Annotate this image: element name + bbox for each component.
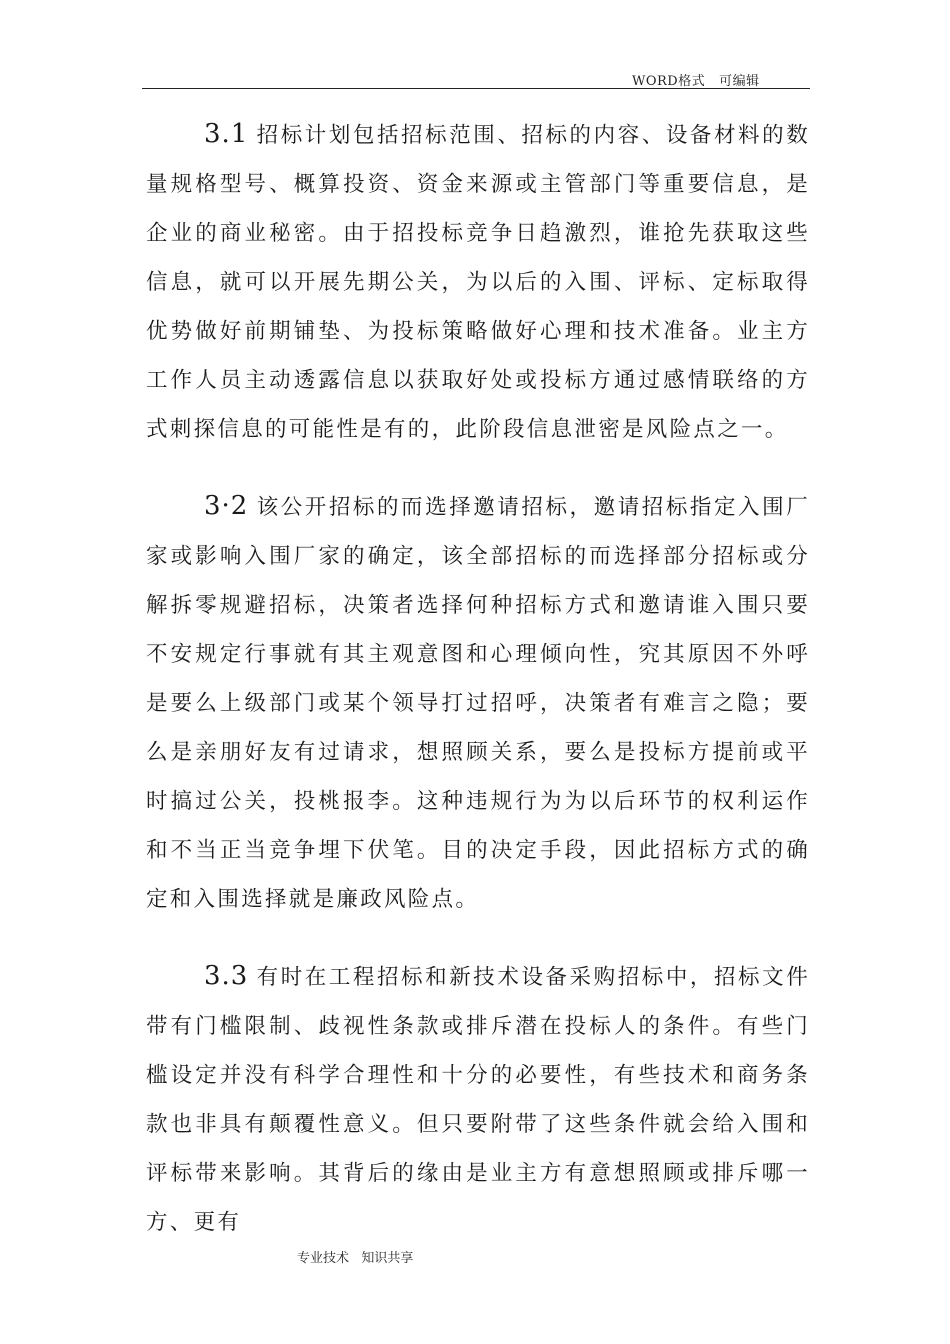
page-footer: 专业技术 知识共享: [297, 1251, 414, 1266]
section-number: 3·2: [204, 491, 249, 521]
paragraph-3-3: [146, 952, 810, 1247]
header-text: WORD格式 可编辑: [632, 74, 760, 89]
paragraph-text: 有时在工程招标和新技术设备采购招标中，招标文件带有门槛限制、歧视性条款或排斥潜在投标人的条件。有些门槛设定并没有科学合理性和十分的必要性，有些技术和商务条款也非具有颠覆性意义。但只要附带了这些条件就会给入围和评标带来影响。其背后的缘由是业主方有意想照顾或排斥哪一方、更有: [146, 965, 810, 1235]
section-number: 3.3: [204, 961, 249, 991]
page-header: [142, 66, 810, 89]
document-body: [146, 110, 810, 1275]
section-number: 3.1: [204, 119, 249, 149]
paragraph-3-2: [146, 482, 810, 924]
paragraph-3-1: [146, 110, 810, 454]
paragraph-text: 该公开招标的而选择邀请招标，邀请招标指定入围厂家或影响入围厂家的确定，该全部招标的而选择部分招标或分解拆零规避招标，决策者选择何种招标方式和邀请谁入围只要不安规定行事就有其主观意图和心理倾向性，究其原因不外呼是要么上级部门或某个领导打过招呼，决策者有难言之隐；要么是亲朋好友有过请求，想照顾关系，要么是投标方提前或平时搞过公关，投桃报李。这种违规行为为以后环节的权利运作和不当正当竞争埋下伏笔。目的决定手段，因此招标方式的确定和入围选择就是廉政风险点。: [146, 495, 810, 912]
paragraph-text: 招标计划包括招标范围、招标的内容、设备材料的数量规格型号、概算投资、资金来源或主管部门等重要信息，是企业的商业秘密。由于招投标竞争日趋激烈，谁抢先获取这些信息，就可以开展先期公关，为以后的入围、评标、定标取得优势做好前期铺垫、为投标策略做好心理和技术准备。业主方工作人员主动透露信息以获取好处或投标方通过感情联络的方式刺探信息的可能性是有的，此阶段信息泄密是风险点之一。: [146, 123, 810, 442]
